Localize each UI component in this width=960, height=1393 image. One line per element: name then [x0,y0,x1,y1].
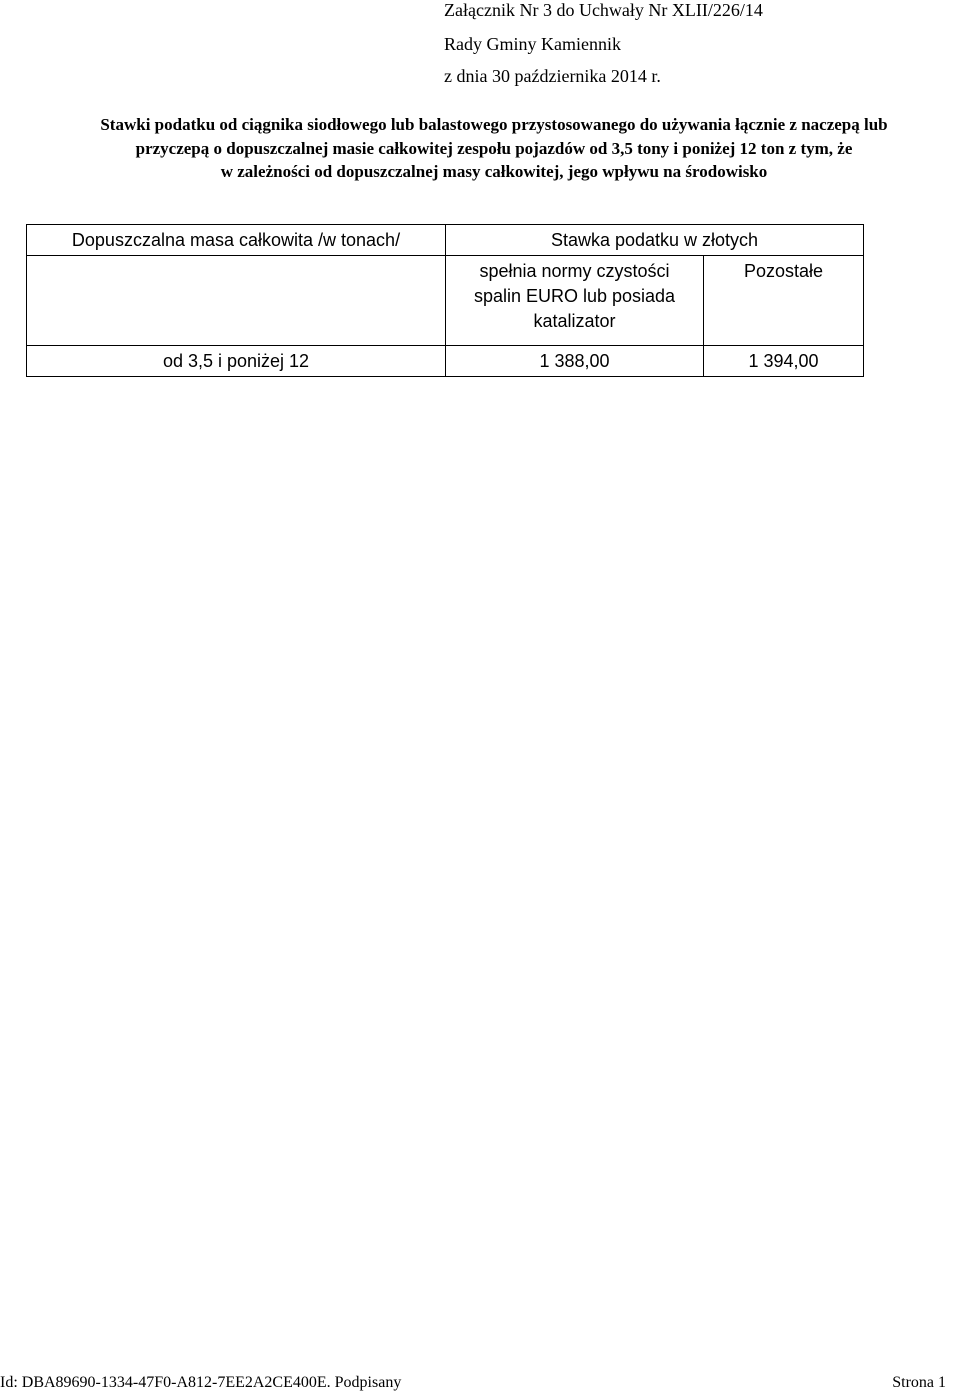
document-title [14,113,960,184]
attachment-reference: Załącznik Nr 3 do Uchwały Nr XLII/226/14 [444,0,763,20]
title-line: w zależności od dopuszczalnej masy całkowitej, jego wpływu na środowisko [220,162,768,181]
title-line: Stawki podatku od ciągnika siodłowego lub balastowego przystosowanego do używania łącznie z naczepą lub [100,115,888,134]
empty-cell [27,256,446,346]
cell-rate-other: 1 394,00 [704,346,864,377]
tax-rates-table [26,224,864,377]
document-id: Id: DBA89690-1334-47F0-A812-7EE2A2CE400E. Podpisany [0,1374,402,1391]
council-name: Rady Gminy Kamiennik [444,34,621,54]
header-cell-rate: Stawka podatku w złotych [446,225,864,256]
title-line: przyczepą o dopuszczalnej masie całkowitej zespołu pojazdów od 3,5 tony i poniżej 12 ton z tym, że [135,138,853,158]
table-header-row [27,225,864,256]
table-row [27,346,864,377]
subheader-line: katalizator [533,311,616,331]
subheader-cell-euro [446,256,704,346]
header-cell-mass: Dopuszczalna masa całkowita /w tonach/ [27,225,446,256]
subheader-cell-other: Pozostałe [704,256,864,346]
cell-rate-euro: 1 388,00 [446,346,704,377]
subheader-line: spalin EURO lub posiada [473,286,676,306]
subheader-line: spełnia normy czystości [479,261,670,281]
table-subheader-row [27,256,864,346]
cell-mass: od 3,5 i poniżej 12 [27,346,446,377]
resolution-date: z dnia 30 października 2014 r. [444,66,661,86]
page-number: Strona 1 [892,1374,946,1391]
